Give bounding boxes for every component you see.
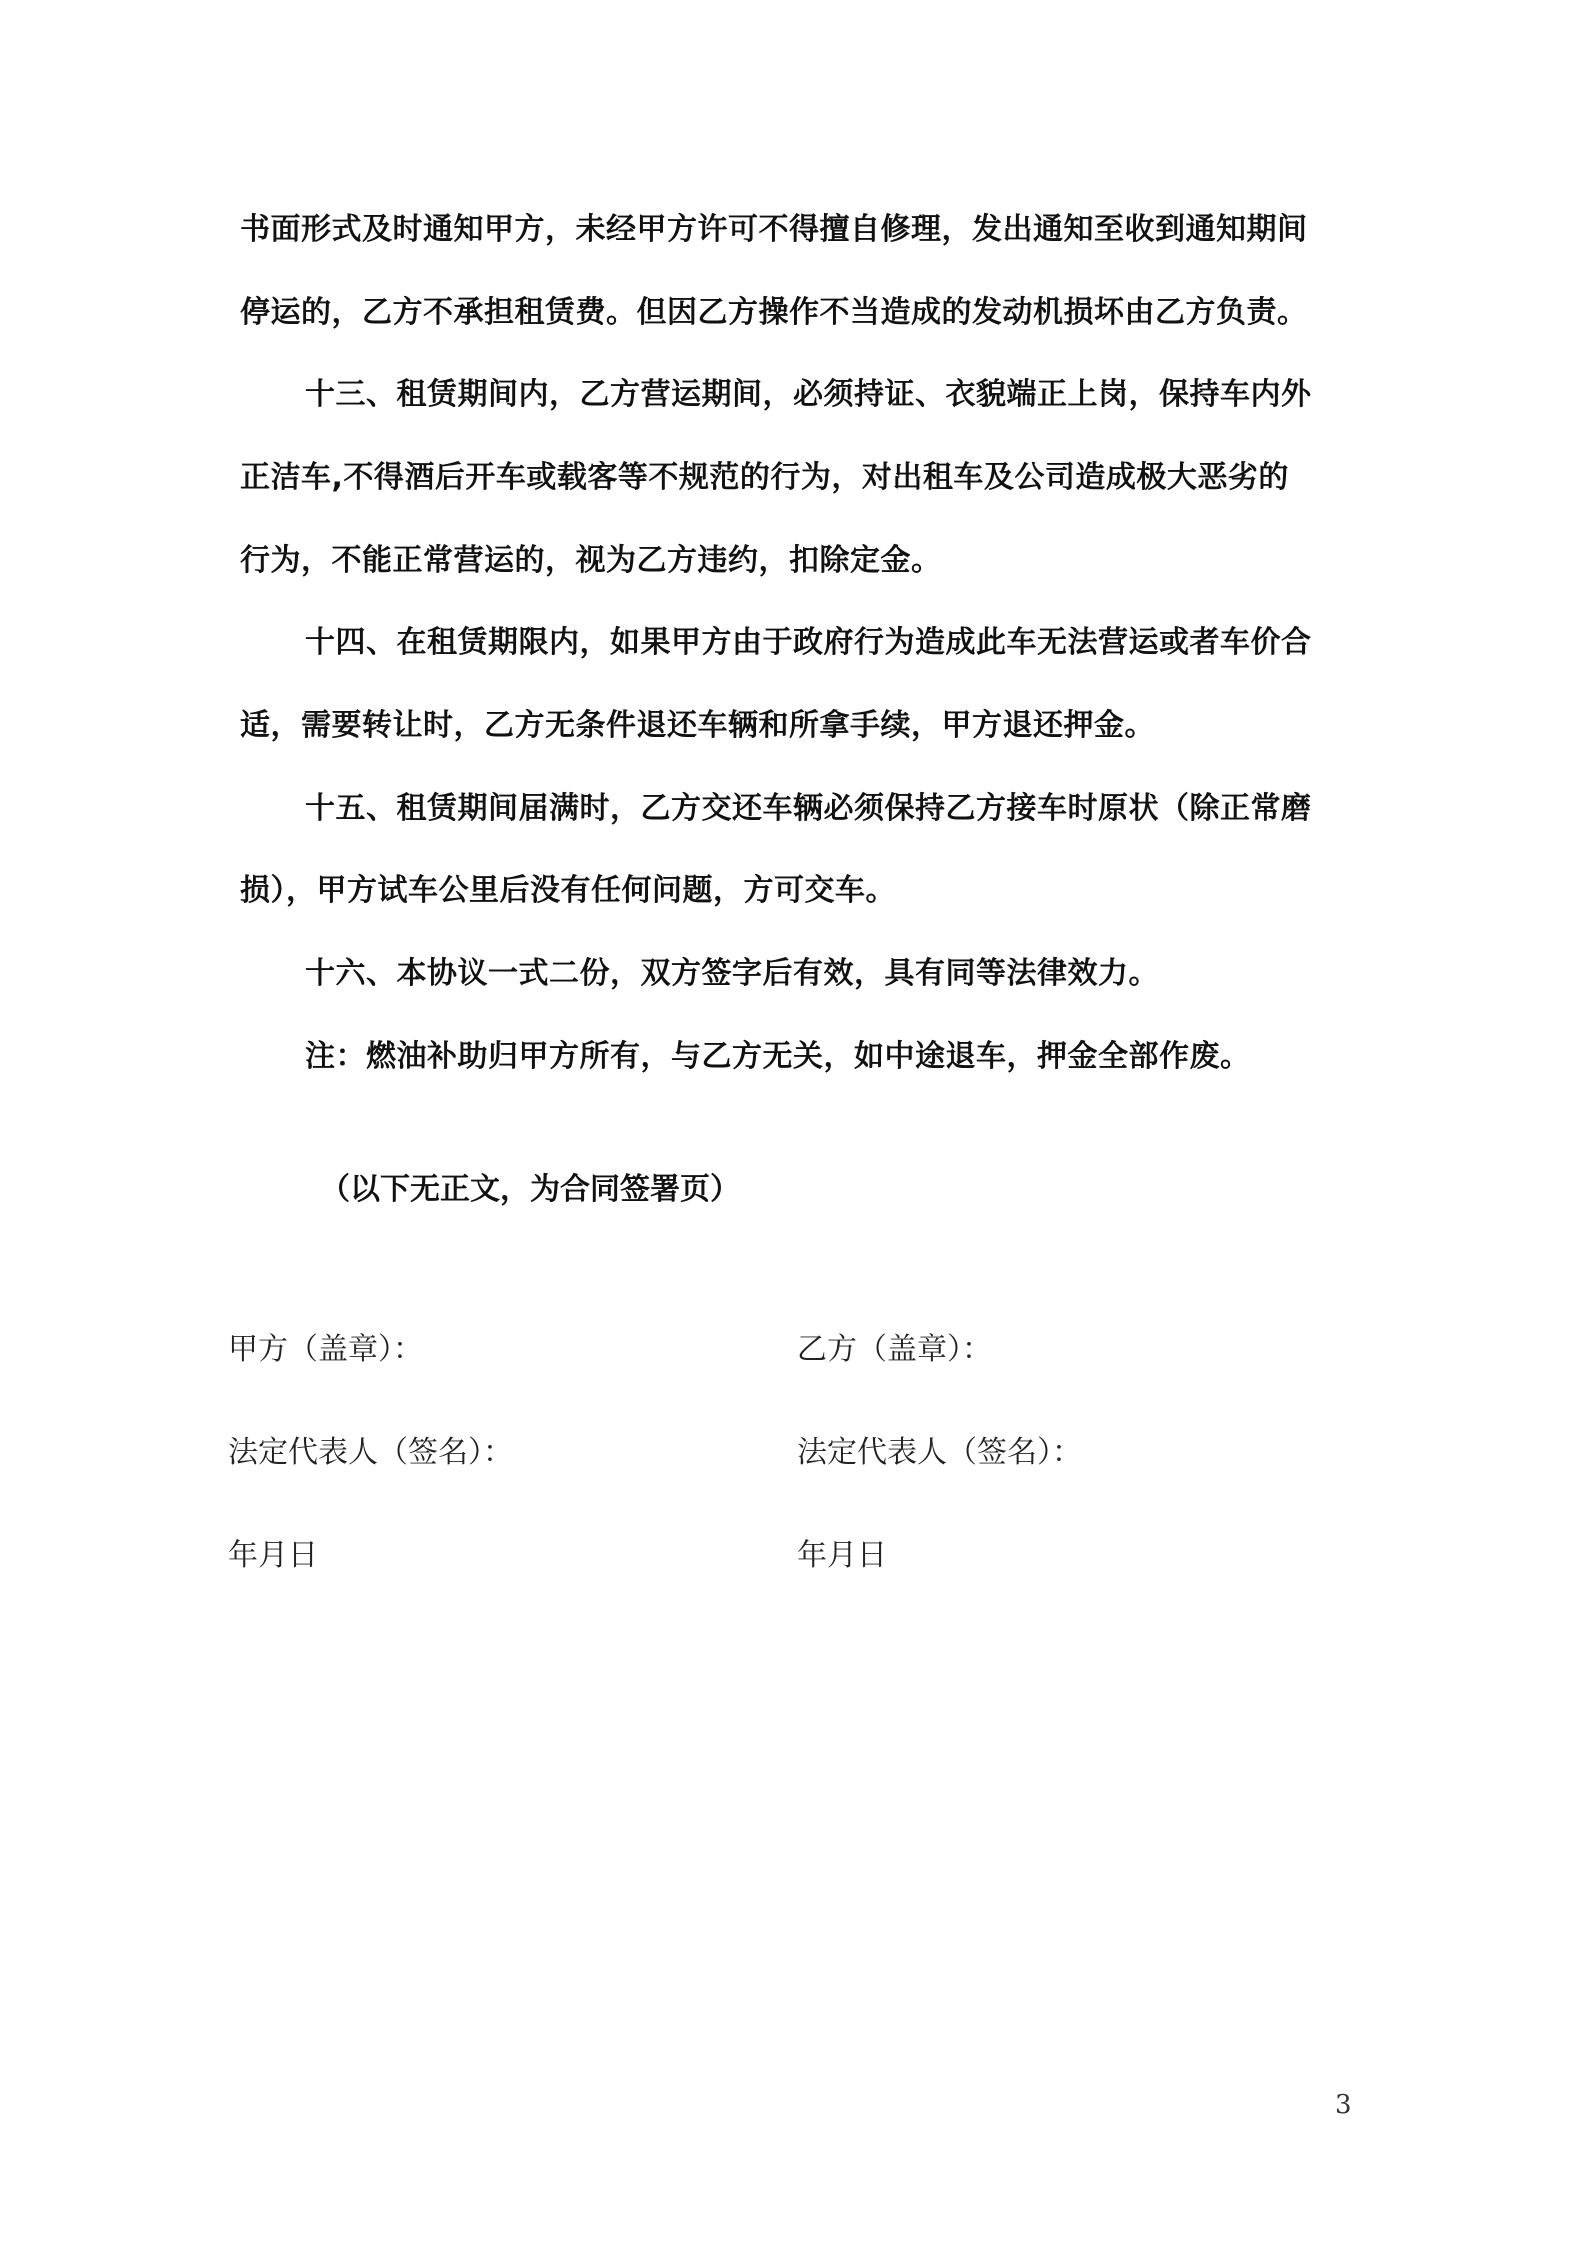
clause-14-line-2: 适，需要转让时，乙方无条件退还车辆和所拿手续，甲方退还押金。: [240, 708, 1155, 743]
body-line-1: 书面形式及时通知甲方，未经甲方许可不得擅自修理，发出通知至收到通知期间: [240, 212, 1308, 247]
clause-13-line-1: 十三、租赁期间内，乙方营运期间，必须持证、衣貌端正上岗，保持车内外: [305, 377, 1312, 412]
party-a-representative-label: 法定代表人（签名）：: [228, 1435, 513, 1470]
clause-15-line-2: 损），甲方试车公里后没有任何问题，方可交车。: [240, 873, 896, 908]
party-b-seal-label: 乙方（盖章）：: [797, 1332, 992, 1367]
party-a-seal-label: 甲方（盖章）：: [228, 1332, 423, 1367]
clause-14-line-1: 十四、在租赁期限内，如果甲方由于政府行为造成此车无法营运或者车价合: [305, 625, 1312, 660]
no-text-note: （以下无正文，为合同签署页）: [320, 1172, 740, 1207]
party-b-representative-label: 法定代表人（签名）：: [797, 1435, 1082, 1470]
clause-16-line: 十六、本协议一式二份，双方签字后有效，具有同等法律效力。: [305, 956, 1159, 991]
clause-13-line-2: 正洁车,不得酒后开车或载客等不规范的行为，对出租车及公司造成极大恶劣的: [240, 460, 1289, 495]
clause-15-line-1: 十五、租赁期间届满时，乙方交还车辆必须保持乙方接车时原状（除正常磨: [305, 791, 1312, 826]
party-a-date-label: 年月日: [228, 1538, 318, 1573]
body-line-2: 停运的，乙方不承担租赁费。但因乙方操作不当造成的发动机损坏由乙方负责。: [240, 295, 1308, 330]
party-b-date-label: 年月日: [797, 1538, 887, 1573]
clause-13-line-3: 行为，不能正常营运的，视为乙方违约，扣除定金。: [240, 543, 942, 578]
page-number: 3: [1335, 2090, 1352, 2120]
note-line: 注：燃油补助归甲方所有，与乙方无关，如中途退车，押金全部作废。: [305, 1039, 1251, 1074]
